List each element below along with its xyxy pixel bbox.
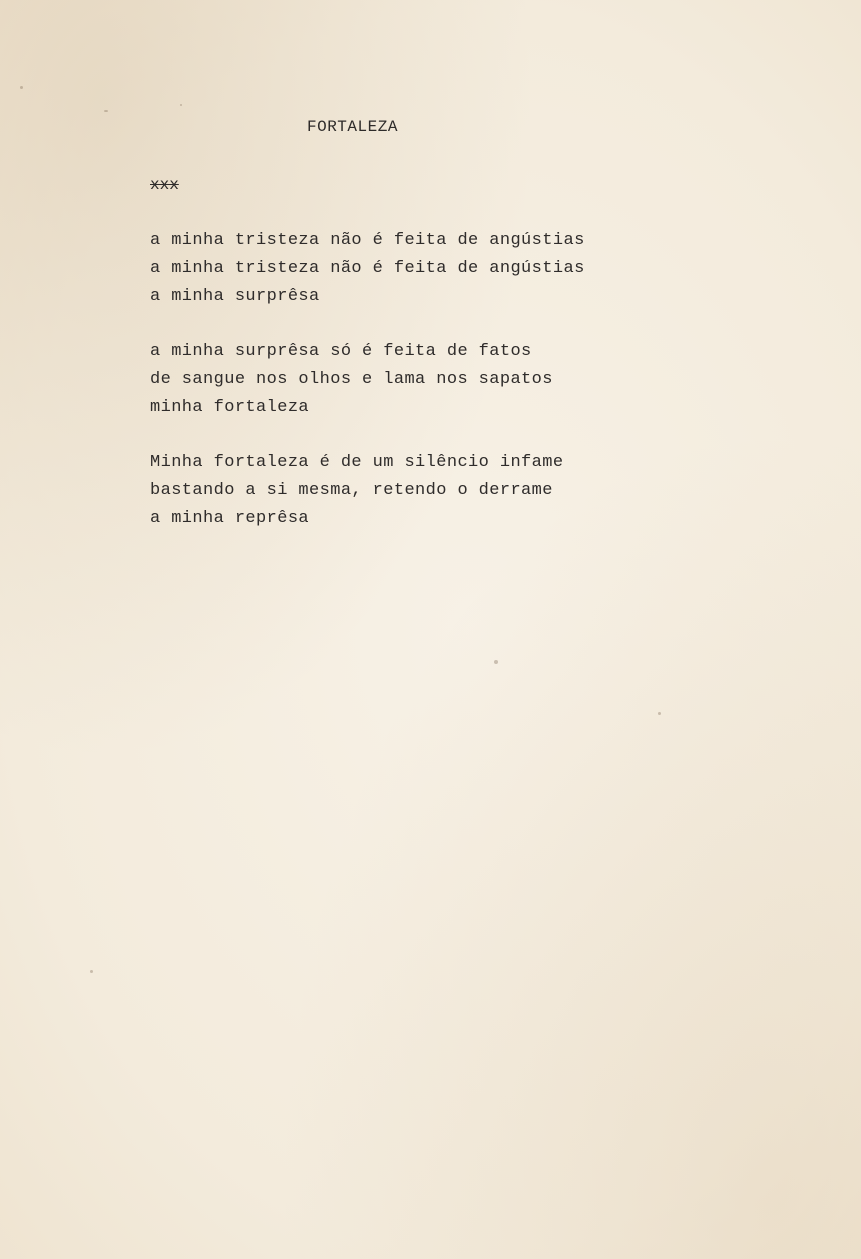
stanza-2 [150,338,585,422]
paper-speck [180,104,182,106]
struck-out-mark: xxx [150,176,179,194]
stanza-1 [150,227,585,311]
paper-speck [658,712,661,715]
stanza-3 [150,449,585,533]
poem-body [150,227,585,560]
paper-speck [90,970,93,973]
poem-line: minha fortaleza [150,398,310,417]
poem-title: FORTALEZA [307,118,398,136]
poem-line: de sangue nos olhos e lama nos sapatos [150,370,553,389]
paper-speck [494,660,498,664]
poem-line: a minha surprêsa só é feita de fatos [150,342,532,361]
poem-line: a minha tristeza não é feita de angústias [150,231,585,250]
poem-line: a minha reprêsa [150,509,310,528]
poem-line: a minha surprêsa [150,287,320,306]
poem-line: Minha fortaleza é de um silêncio infame [150,453,564,472]
poem-line: a minha tristeza não é feita de angústias [150,259,585,278]
poem-line: bastando a si mesma, retendo o derrame [150,481,553,500]
paper-speck [104,110,108,112]
paper-speck [20,86,23,89]
